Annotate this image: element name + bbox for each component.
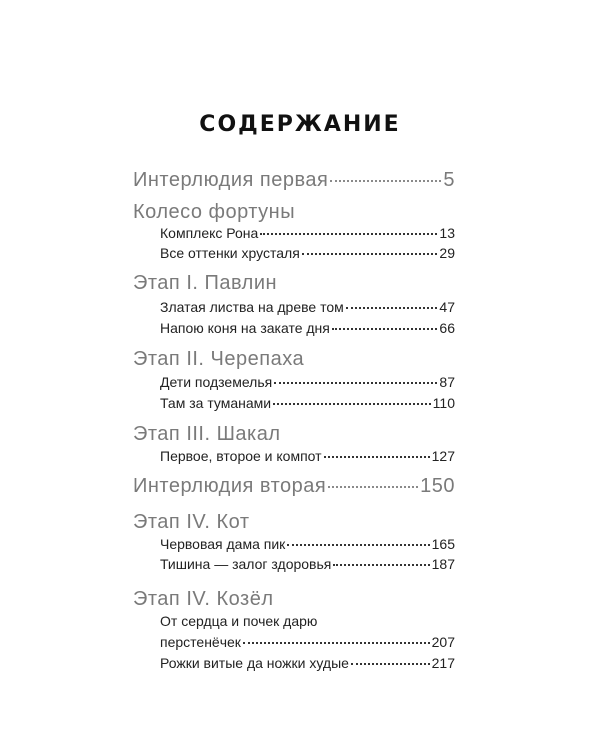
toc-entry-children[interactable] [160, 373, 455, 390]
dot-leader [351, 654, 430, 668]
dot-leader [260, 224, 437, 238]
dot-leader [302, 244, 438, 258]
dot-leader [332, 319, 438, 333]
toc-section-stage-4: Этап IV. Кот [133, 511, 250, 533]
toc-entry-label: Интерлюдия вторая [133, 475, 327, 497]
toc-entry-horse[interactable] [160, 319, 455, 336]
toc-entry-label: Комплекс Рона [160, 225, 259, 241]
toc-entry-heart[interactable] [160, 633, 455, 650]
dot-leader [328, 472, 418, 492]
toc-entry-interlude-1[interactable] [133, 166, 455, 192]
toc-entry-heart-line-1[interactable]: От сердца и почек дарю [160, 613, 318, 629]
toc-entry-page: 110 [432, 395, 455, 411]
page-title: СОДЕРЖАНИЕ [199, 112, 401, 137]
toc-entry-horns[interactable] [160, 654, 455, 671]
dot-leader [273, 394, 431, 408]
toc-entry-label: Дети подземелья [160, 374, 273, 390]
toc-entry-label: Там за туманами [160, 395, 272, 411]
toc-section-stage-3: Этап III. Шакал [133, 423, 281, 445]
toc-entry-fog[interactable] [160, 394, 455, 411]
toc-entry-golden[interactable] [160, 298, 455, 315]
toc-entry-compote[interactable] [160, 447, 455, 464]
toc-entry-label: перстенёчек [160, 634, 241, 650]
toc-entry-interlude-2[interactable] [133, 472, 455, 498]
toc-section-stage-2: Этап II. Черепаха [133, 348, 305, 370]
toc-entry-page: 207 [431, 634, 455, 650]
toc-entry-page: 187 [431, 556, 455, 572]
dot-leader [346, 298, 438, 312]
toc-entry-page: 29 [439, 245, 455, 261]
toc-entry-label: Златая листва на древе том [160, 299, 344, 315]
dot-leader [287, 535, 429, 549]
toc-entry-label: Напою коня на закате дня [160, 320, 330, 336]
toc-entry-page: 87 [439, 374, 455, 390]
toc-entry-page: 13 [439, 225, 455, 241]
toc-entry-crystal[interactable] [160, 244, 455, 261]
toc-entry-page: 5 [443, 169, 455, 191]
dot-leader [243, 633, 430, 647]
toc-entry-label: Тишина — залог здоровья [160, 556, 332, 572]
toc-entry-label: Все оттенки хрусталя [160, 245, 300, 261]
toc-entry-page: 165 [431, 536, 455, 552]
toc-section-stage-5: Этап IV. Козёл [133, 588, 274, 610]
toc-entry-label: Интерлюдия первая [133, 169, 329, 191]
toc-entry-page: 217 [431, 655, 455, 671]
dot-leader [330, 166, 441, 186]
toc-entry-label: Первое, второе и компот [160, 448, 322, 464]
dot-leader [333, 555, 429, 569]
dot-leader [274, 373, 437, 387]
toc-entry-page: 47 [439, 299, 455, 315]
toc-section-wheel: Колесо фортуны [133, 201, 296, 223]
toc-entry-queen[interactable] [160, 535, 455, 552]
dot-leader [324, 447, 430, 461]
toc-entry-label: Рожки витые да ножки худые [160, 655, 349, 671]
toc-entry-silence[interactable] [160, 555, 455, 572]
toc-section-stage-1: Этап I. Павлин [133, 272, 278, 294]
toc-entry-label: Червовая дама пик [160, 536, 286, 552]
toc-entry-ron[interactable] [160, 224, 455, 241]
toc-entry-page: 150 [420, 475, 455, 497]
toc-entry-page: 66 [439, 320, 455, 336]
toc-entry-page: 127 [431, 448, 455, 464]
